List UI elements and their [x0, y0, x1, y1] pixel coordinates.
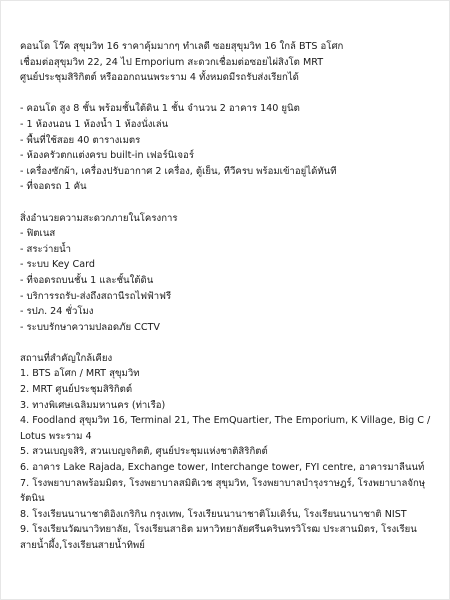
place-item: 8. โรงเรียนนานาชาติอิงเกริกิน กรุงเทพ, โรงเรียนนานาชาติโมเดิร์น, โรงเรียนนานาชาติ NIST	[20, 508, 407, 520]
place-item: 3. ทางพิเศษเฉลิมมหานคร (ท่าเรือ)	[20, 399, 166, 411]
facility-item: - ระบบรักษาความปลอดภัย CCTV	[20, 321, 160, 333]
feature-item: - 1 ห้องนอน 1 ห้องน้ำ 1 ห้องนั่งเล่น	[20, 118, 169, 130]
place-item: 1. BTS อโศก / MRT สุขุมวิท	[20, 368, 140, 380]
feature-item: - ที่จอดรถ 1 คัน	[20, 181, 87, 193]
facilities-heading: สิ่งอำนวยความสะดวกภายในโครงการ	[20, 212, 178, 224]
intro-line: เชื่อมต่อสุขุมวิท 22, 24 ไป Emporium สะดวกเชื่อมต่อซอยไผ่สิงโต MRT	[20, 56, 324, 68]
place-item: 4. Foodland สุขุมวิท 16, Terminal 21, The EmQuartier, The Emporium, K Village, Big C / Lotus พระราม 4	[20, 415, 431, 442]
facility-item: - บริการรถรับ-ส่งถึงสถานีรถไฟฟ้าฟรี	[20, 290, 172, 302]
spacer	[20, 86, 435, 102]
place-item: 5. สวนเบญจสิริ, สวนเบญจกิตติ, ศูนย์ประชุมแห่งชาติสิริกิตต์	[20, 446, 268, 458]
place-item: 9. โรงเรียนวัฒนาวิทยาลัย, โรงเรียนสาธิต มหาวิทยาลัยศรีนครินทรวิโรฒ ประสานมิตร, โรงเรียนสายน้ำผึ้ง,โรงเรียนสายน้ำทิพย์	[20, 524, 417, 551]
facility-item: - ฟิตเนส	[20, 228, 56, 240]
places-heading: สถานที่สำคัญใกล้เคียง	[20, 352, 113, 364]
facilities-section	[20, 211, 435, 336]
intro-paragraph	[20, 39, 435, 86]
nearby-places-section	[20, 351, 435, 554]
facility-item: - รปภ. 24 ชั่วโมง	[20, 306, 94, 318]
feature-item: - ห้องครัวตกแต่งครบ built-in เฟอร์นิเจอร์	[20, 150, 194, 162]
place-item: 6. อาคาร Lake Rajada, Exchange tower, Interchange tower, FYI centre, อาคารมาลีนนท์	[20, 462, 425, 474]
spacer	[20, 335, 435, 351]
feature-item: - เครื่องซักผ้า, เครื่องปรับอากาศ 2 เครื่อง, ตู้เย็น, ทีวีครบ พร้อมเข้าอยู่ได้ทันที	[20, 165, 337, 177]
feature-item: - คอนโด สูง 8 ชั้น พร้อมชั้นใต้ดิน 1 ชั้น จำนวน 2 อาคาร 140 ยูนิต	[20, 103, 300, 115]
place-item: 2. MRT ศูนย์ประชุมสิริกิตต์	[20, 384, 133, 396]
intro-line: คอนโด โว๊ค สุขุมวิท 16 ราคาคุ้มมากๆ ทำเลดี ซอยสุขุมวิท 16 ใกล้ BTS อโศก	[20, 41, 344, 52]
feature-item: - พื้นที่ใช้สอย 40 ตารางเมตร	[20, 134, 141, 146]
place-item: 7. โรงพยาบาลพร้อมมิตร, โรงพยาบาลสมิติเวช สุขุมวิท, โรงพยาบาลบำรุงราษฎร์, โรงพยาบาลจักษุรัตนิน	[20, 477, 426, 505]
intro-line: ศูนย์ประชุมสิริกิตต์ หรือออกถนนพระราม 4 ทั้งหมดมีรถรับส่งเรียกได้	[20, 72, 299, 84]
features-list	[20, 101, 435, 195]
facility-item: - ระบบ Key Card	[20, 259, 95, 271]
facility-item: - สระว่ายน้ำ	[20, 243, 72, 255]
spacer	[20, 195, 435, 211]
facility-item: - ที่จอดรถบนชั้น 1 และชั้นใต้ดิน	[20, 274, 154, 286]
